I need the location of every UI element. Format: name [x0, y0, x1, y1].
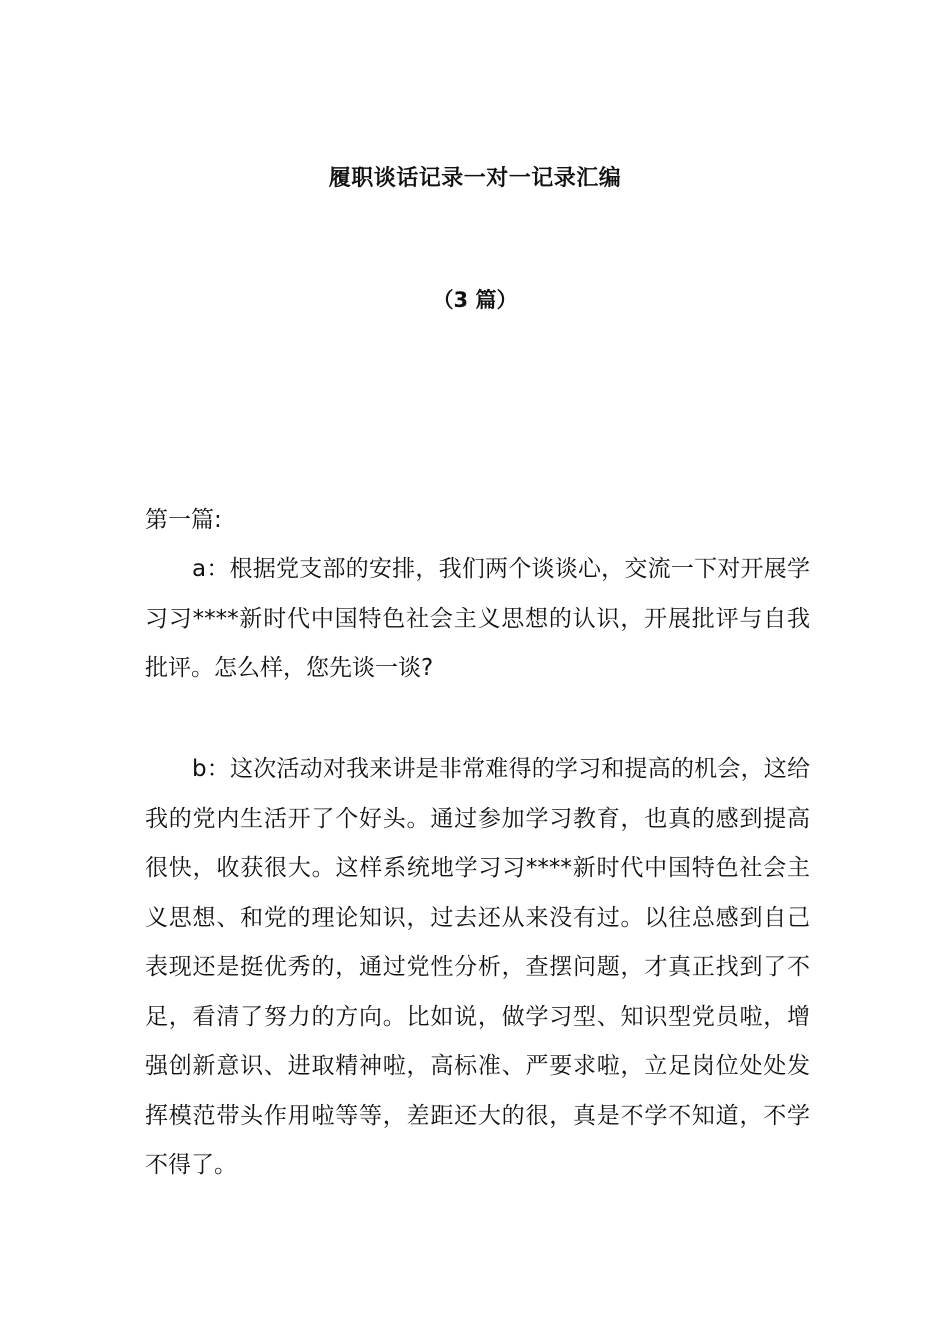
- paragraph-a: a：根据党支部的安排，我们两个谈谈心，交流一下对开展学习习****新时代中国特色社会主义思想的认识，开展批评与自我批评。怎么样，您先谈一谈?: [145, 556, 810, 681]
- section-label: 第一篇:: [145, 507, 222, 533]
- paragraph-b: b：这次活动对我来讲是非常难得的学习和提高的机会，这给我的党内生活开了个好头。通过参加学习教育，也真的感到提高很快，收获很大。这样系统地学习习****新时代中国特色社会主义思想、和党的理论知识，过去还从来没有过。以往总感到自己表现还是挺优秀的，通过党性分析，查摆问题，才真正找到了不足，看清了努力的方向。比如说，做学习型、知识型党员啦，增强创新意识、进取精神啦，高标准、严要求啦，立足岗位处处发挥模范带头作用啦等等，差距还大的很，真是不学不知道，不学不得了。: [145, 756, 810, 1178]
- document-title: 履职谈话记录一对一记录汇编: [328, 166, 622, 191]
- document-subtitle: （3 篇）: [432, 288, 518, 312]
